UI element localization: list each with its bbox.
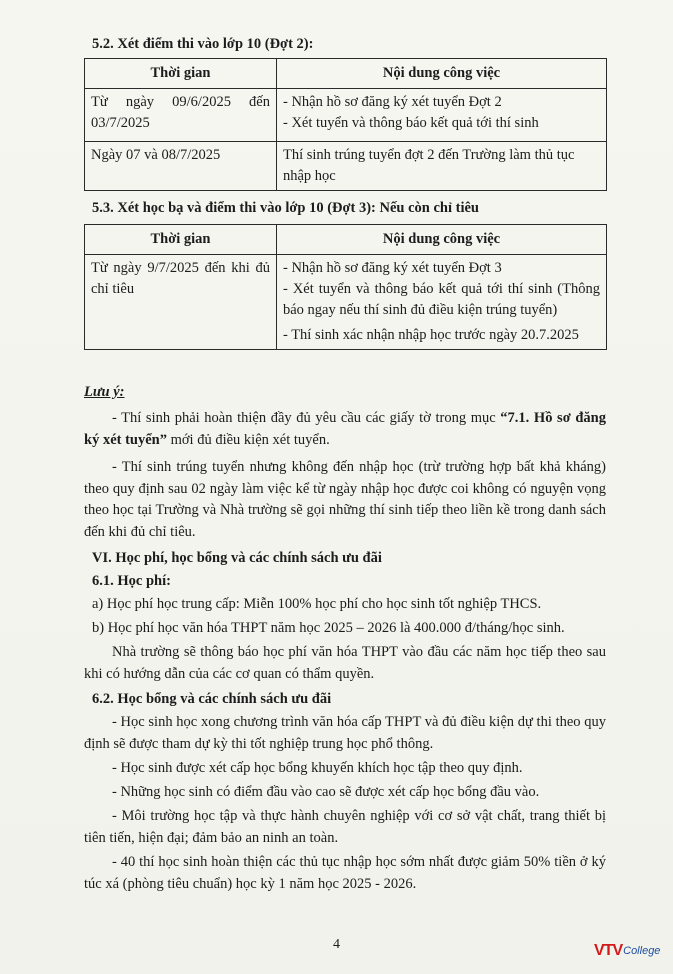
cell-content: Thí sinh trúng tuyển đợt 2 đến Trường làm thủ tục nhập học bbox=[277, 142, 607, 191]
policy-item-2: - Học sinh được xét cấp học bổng khuyến khích học tập theo quy định. bbox=[112, 760, 523, 776]
logo-vtv-text: VTV bbox=[594, 942, 623, 959]
content-line: - Nhận hồ sơ đăng ký xét tuyển Đợt 2 bbox=[283, 94, 502, 110]
section-6-1-title: 6.1. Học phí: bbox=[92, 573, 171, 589]
header-content: Nội dung công việc bbox=[277, 59, 607, 89]
logo-college-text: College bbox=[623, 945, 661, 957]
content-line: - Xét tuyển và thông báo kết quả tới thí sinh bbox=[283, 115, 539, 131]
page-number: 4 bbox=[333, 937, 340, 952]
table-header-row bbox=[85, 225, 607, 255]
cell-content bbox=[277, 89, 607, 142]
section-5-3-title: 5.3. Xét học bạ và điểm thi vào lớp 10 (Đợt 3): Nếu còn chỉ tiêu bbox=[92, 200, 479, 216]
tuition-item-b: b) Học phí học văn hóa THPT năm học 2025 – 2026 là 400.000 đ/tháng/học sinh. bbox=[92, 620, 565, 636]
header-time: Thời gian bbox=[85, 225, 277, 255]
note-text: mới đủ điều kiện xét tuyển. bbox=[166, 431, 330, 448]
section-5-2-title: 5.2. Xét điểm thi vào lớp 10 (Đợt 2): bbox=[92, 36, 314, 52]
table-round-3 bbox=[84, 224, 607, 350]
table-row bbox=[85, 255, 607, 350]
table-header-row bbox=[85, 59, 607, 89]
cell-content bbox=[277, 255, 607, 350]
cell-time: Từ ngày 09/6/2025 đến 03/7/2025 bbox=[85, 89, 277, 142]
content-line: - Xét tuyển và thông báo kết quả tới thí sinh (Thông báo ngay nếu thí sinh đủ điều kiện trúng tuyển) bbox=[283, 281, 600, 318]
policy-item-3: - Những học sinh có điểm đầu vào cao sẽ được xét cấp học bổng đầu vào. bbox=[112, 784, 540, 800]
cell-time: Từ ngày 9/7/2025 đến khi đủ chỉ tiêu bbox=[85, 255, 277, 350]
section-6-2-title: 6.2. Học bổng và các chính sách ưu đãi bbox=[92, 691, 332, 707]
section-6-title: VI. Học phí, học bổng và các chính sách ưu đãi bbox=[92, 550, 382, 566]
note-paragraph-1 bbox=[84, 408, 606, 451]
note-text: - Thí sinh phải hoàn thiện đầy đủ yêu cầu các giấy tờ trong mục bbox=[112, 410, 501, 426]
policy-item-1: - Học sinh học xong chương trình văn hóa cấp THPT và đủ điều kiện dự thi theo quy định sẽ được tham dự kỳ thi tốt nghiệp trung học phổ thông. bbox=[84, 714, 606, 752]
header-time: Thời gian bbox=[85, 59, 277, 89]
content-line: - Thí sinh xác nhận nhập học trước ngày 20.7.2025 bbox=[283, 327, 579, 343]
table-row bbox=[85, 142, 607, 191]
table-row bbox=[85, 89, 607, 142]
vtv-college-logo bbox=[594, 940, 660, 962]
policy-item-5: - 40 thí học sinh hoàn thiện các thủ tục nhập học sớm nhất được giảm 50% tiền ở ký túc xá (phòng tiêu chuẩn) học kỳ 1 năm học 2025 - 2026. bbox=[84, 854, 606, 892]
policy-item-4: - Môi trường học tập và thực hành chuyên nghiệp với cơ sở vật chất, trang thiết bị tiên tiến, hiện đại; đảm bảo an ninh an toàn. bbox=[84, 808, 606, 846]
note-paragraph-2: - Thí sinh trúng tuyển nhưng không đến nhập học (trừ trường hợp bất khả kháng) theo quy định sau 02 ngày làm việc kể từ ngày nhập học được coi không có nguyện vọng theo học tại Trường và Nhà trường sẽ gọi những thí sinh tiếp theo liền kề trong danh sách đến khi đủ chỉ tiêu. bbox=[84, 459, 606, 540]
header-content: Nội dung công việc bbox=[277, 225, 607, 255]
content-line: - Nhận hồ sơ đăng ký xét tuyển Đợt 3 bbox=[283, 260, 502, 276]
note-reference: “7.1. Hồ sơ đăng ký xét tuyển” bbox=[84, 410, 606, 448]
table-round-2 bbox=[84, 58, 607, 191]
note-heading bbox=[84, 382, 606, 404]
tuition-note: Nhà trường sẽ thông báo học phí văn hóa THPT vào đầu các năm học tiếp theo sau khi có hướng dẫn của các cơ quan có thẩm quyền. bbox=[84, 644, 606, 682]
note-label: Lưu ý: bbox=[84, 384, 125, 400]
cell-time: Ngày 07 và 08/7/2025 bbox=[85, 142, 277, 191]
tuition-item-a: a) Học phí học trung cấp: Miễn 100% học phí cho học sinh tốt nghiệp THCS. bbox=[92, 596, 542, 612]
